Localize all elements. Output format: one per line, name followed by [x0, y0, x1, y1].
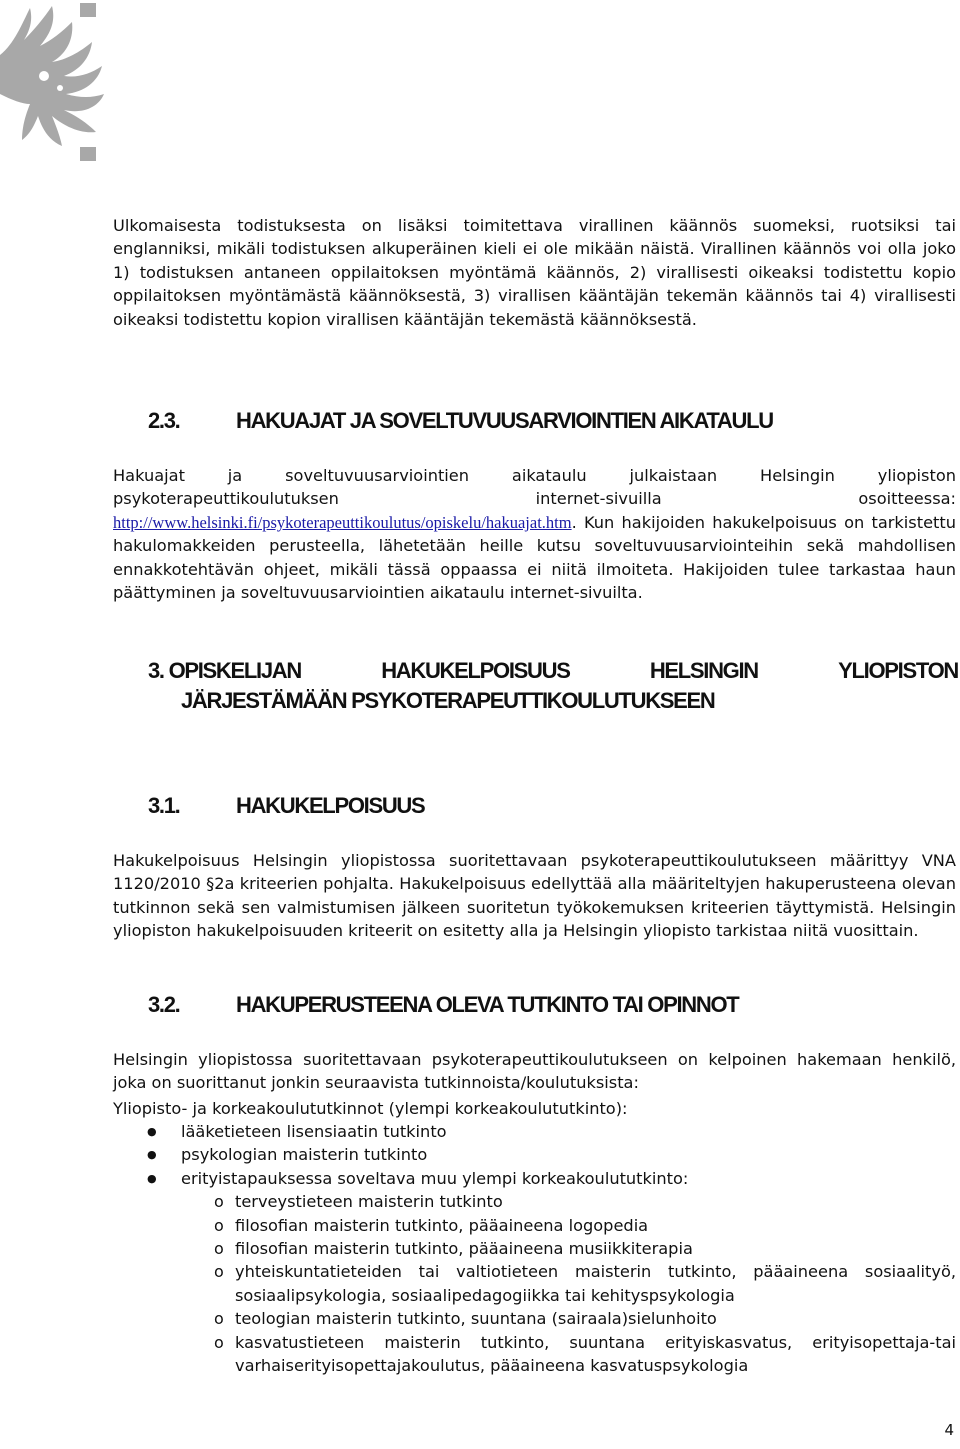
hakuajat-link[interactable]: http://www.helsinki.fi/psykoterapeuttikoulutus/opiskelu/hakuajat.htm — [113, 512, 572, 532]
paragraph-text: Hakuajat ja soveltuvuusarviointien aikataulu julkaistaan Helsingin yliopiston psykoterapeuttikoulutuksen internet-sivuilla osoitteessa: — [113, 466, 956, 509]
list-intro: Yliopisto- ja korkeakoulututkinnot (ylempi korkeakoulututkinto): — [113, 1099, 628, 1118]
section-number-title-start — [148, 656, 301, 686]
title-word: OPISKELIJAN — [168, 658, 301, 683]
section-title: HAKUPERUSTEENA OLEVA TUTKINTO TAI OPINNOT — [236, 992, 739, 1017]
section-3-heading — [148, 656, 958, 716]
page-number: 4 — [944, 1421, 954, 1439]
list-item-text: lääketieteen lisensiaatin tutkinto — [181, 1122, 447, 1141]
section-2-3-paragraph — [113, 464, 956, 604]
section-3-2-paragraph: Helsingin yliopistossa suoritettavaan psykoterapeuttikoulutukseen on kelpoinen hakemaan henkilö, joka on suorittanut jonkin seuraavista tutkinnoista/koulutuksista: — [113, 1050, 956, 1093]
university-logo-icon — [0, 0, 110, 170]
sub-list-item: o filosofian maisterin tutkinto, pääaineena musiikkiterapia — [113, 1237, 956, 1260]
sub-list-item: o yhteiskuntatieteiden tai valtiotieteen maisterin tutkinto, pääaineena sosiaalityö, sosiaalipsykologia, sosiaalipedagogiikka tai kehityspsykologia — [113, 1260, 956, 1307]
title-word: HELSINGIN — [649, 658, 758, 683]
section-3-2-heading — [148, 992, 738, 1018]
list-item — [113, 1167, 956, 1378]
list-item — [113, 1120, 956, 1143]
section-title: HAKUKELPOISUUS — [236, 793, 425, 818]
section-number: 3. — [148, 658, 164, 683]
section-3-1-paragraph: Hakukelpoisuus Helsingin yliopistossa suoritettavaan psykoterapeuttikoulutukseen määrittyy VNA 1120/2010 §2a kriteerien pohjalta. Hakukelpoisuus edellyttää alla määriteltyjen hakuperusteena olevan tutkinnon sekä sen valmistumisen jälkeen suoritetun työkokemuksen kriteerien täyttymistä. Helsingin yliopiston hakukelpoisuuden kriteerit on esitetty alla ja Helsingin yliopisto tarkistaa niitä vuosittain. — [113, 851, 956, 941]
section-title: HAKUAJAT JA SOVELTUVUUSARVIOINTIEN AIKATAULU — [236, 408, 773, 433]
sub-list-item: o kasvatustieteen maisterin tutkinto, suuntana erityiskasvatus, erityisopettaja-tai varhaiserityisopettajakoulutus, pääaineena kasvatuspsykologia — [113, 1331, 956, 1378]
list-item — [113, 1143, 956, 1166]
sub-list-item: o terveystieteen maisterin tutkinto — [113, 1190, 956, 1213]
sub-list-item: o teologian maisterin tutkinto, suuntana (sairaala)sielunhoito — [113, 1307, 956, 1330]
title-word: HAKUKELPOISUUS — [381, 658, 570, 683]
list-item-text: psykologian maisterin tutkinto — [181, 1145, 428, 1165]
title-word: YLIOPISTON — [838, 658, 958, 683]
sub-list — [113, 1190, 956, 1377]
intro-paragraph: Ulkomaisesta todistuksesta on lisäksi toimitettava virallinen käännös suomeksi, ruotsiksi tai englanniksi, mikäli todistuksen alkuperäinen kieli ei ole mikään näistä. Virallinen käännös voi olla joko 1) todistuksen antaneen oppilaitoksen myöntämä käännös, 2) virallisesti oikeaksi todistettu kopio oppilaitoksen myöntämästä käännöksestä, 3) virallisen kääntäjän tekemän käännös tai 4) virallisesti oikeaksi todistettu kopion virallisen kääntäjän tekemästä käännöksestä. — [113, 216, 956, 329]
section-number: 3.2. — [148, 992, 180, 1017]
list-item-text: erityistapauksessa soveltava muu ylempi korkeakoulututkinto: — [181, 1168, 689, 1188]
section-3-1-heading — [148, 793, 424, 819]
degree-list — [113, 1120, 956, 1377]
section-number: 2.3. — [148, 408, 180, 433]
section-title-line-2: JÄRJESTÄMÄÄN PSYKOTERAPEUTTIKOULUTUKSEEN — [181, 688, 715, 713]
sub-list-item: o filosofian maisterin tutkinto, pääaineena logopedia — [113, 1214, 956, 1237]
section-2-3-heading — [148, 408, 773, 434]
section-number: 3.1. — [148, 793, 180, 818]
paragraph-text-continued: . Kun hakijoiden hakukelpoisuus on tarkistettu hakulomakkeiden perusteella, lähetetään heille kutsu soveltuvuusarviointeihin sekä mahdollisen ennakkotehtävän ohjeet, mikäli tässä oppaassa ei niitä ilmoiteta. Hakijoiden tulee tarkastaa haun päättyminen ja soveltuvuusarviointien aikataulu internet-sivuilta. — [113, 512, 956, 603]
